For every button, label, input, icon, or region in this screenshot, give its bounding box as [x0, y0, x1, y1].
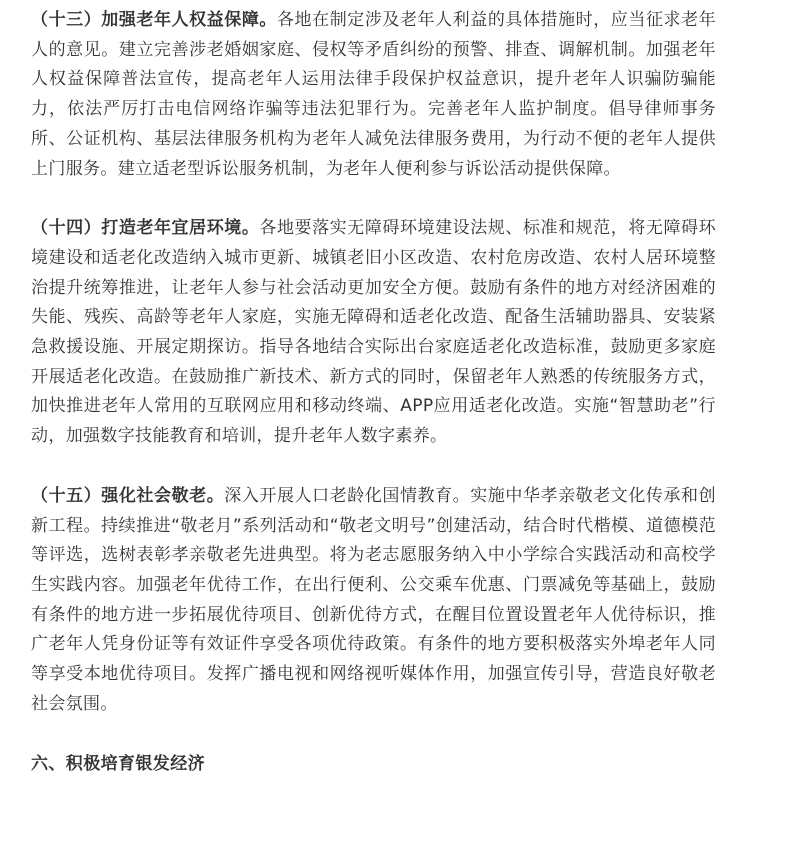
- paragraph-15: [31, 482, 716, 720]
- paragraph-13-body: 各地在制定涉及老年人利益的具体措施时，应当征求老年人的意见。建立完善涉老婚姻家庭、侵权等矛盾纠纷的预警、排查、调解机制。加强老年人权益保障普法宣传，提高老年人运用法律手段保护权益意识，提升老年人识骗防骗能力，依法严厉打击电信网络诈骗等违法犯罪行为。完善老年人监护制度。倡导律师事务所、公证机构、基层法律服务机构为老年人减免法律服务费用，为行动不便的老年人提供上门服务。建立适老型诉讼服务机制，为老年人便利参与诉讼活动提供保障。: [31, 10, 717, 179]
- paragraph-spacer: [31, 452, 716, 482]
- paragraph-spacer: [31, 719, 716, 749]
- paragraph-14-lead: （十四）打造老年宜居环境。: [31, 218, 260, 239]
- section-heading: 六、积极培育银发经济: [31, 754, 205, 775]
- paragraph-spacer: [31, 184, 716, 214]
- paragraph-15-lead: （十五）强化社会敬老。: [31, 485, 225, 506]
- paragraph-13: [31, 6, 716, 184]
- article-body: [31, 6, 716, 779]
- paragraph-14-body: 各地要落实无障碍环境建设法规、标准和规范，将无障碍环境建设和适老化改造纳入城市更新、城镇老旧小区改造、农村危房改造、农村人居环境整治提升统筹推进，让老年人参与社会活动更加安全方便。鼓励有条件的地方对经济困难的失能、残疾、高龄等老年人家庭，实施无障碍和适老化改造、配备生活辅助器具、安装紧急救援设施、开展定期探访。指导各地结合实际出台家庭适老化改造标准，鼓励更多家庭开展适老化改造。在鼓励推广新技术、新方式的同时，保留老年人熟悉的传统服务方式，加快推进老年人常用的互联网应用和移动终端、APP应用适老化改造。实施“智慧助老”行动，加强数字技能教育和培训，提升老年人数字素养。: [31, 218, 716, 447]
- paragraph-13-lead: （十三）加强老年人权益保障。: [31, 10, 277, 30]
- paragraph-14: [31, 214, 716, 452]
- paragraph-15-body: 深入开展人口老龄化国情教育。实施中华孝亲敬老文化传承和创新工程。持续推进“敬老月”系列活动和“敬老文明号”创建活动，结合时代楷模、道德模范等评选，选树表彰孝亲敬老先进典型。将为老志愿服务纳入中小学综合实践活动和高校学生实践内容。加强老年优待工作，在出行便利、公交乘车优惠、门票减免等基础上，鼓励有条件的地方进一步拓展优待项目、创新优待方式，在醒目位置设置老年人优待标识，推广老年人凭身份证等有效证件享受各项优待政策。有条件的地方要积极落实外埠老年人同等享受本地优待项目。发挥广播电视和网络视听媒体作用，加强宣传引导，营造良好敬老社会氛围。: [31, 485, 716, 714]
